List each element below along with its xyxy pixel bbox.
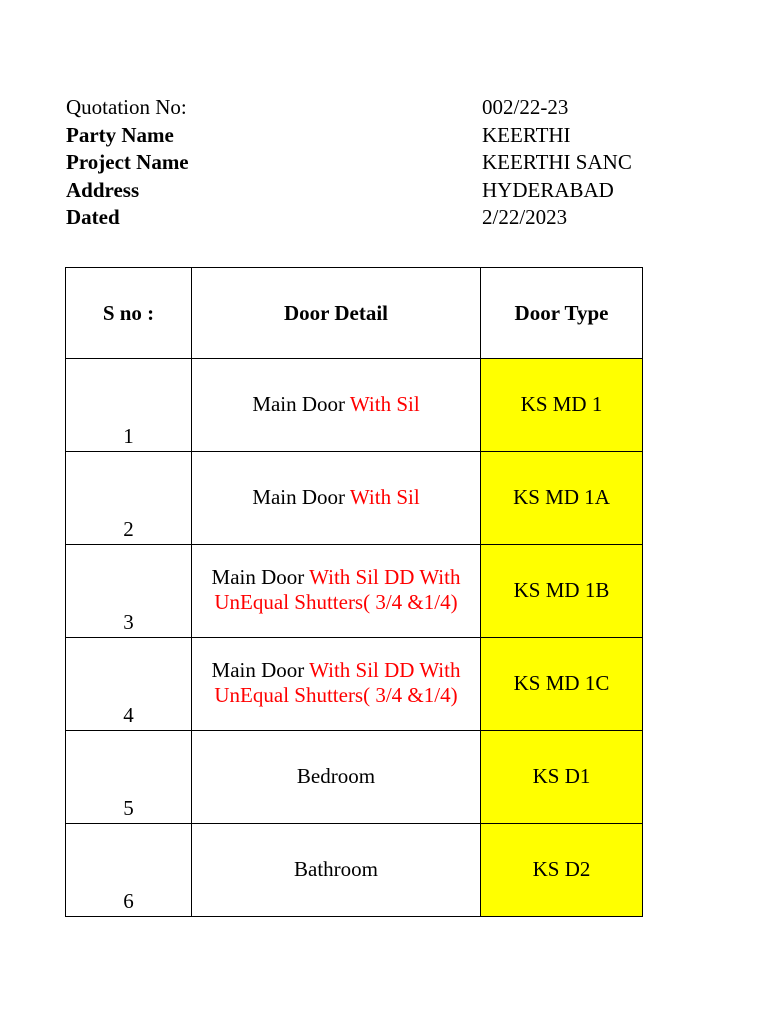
sno-cell: 3: [66, 545, 192, 638]
door-type-cell: [481, 452, 643, 545]
quotation-value: 002/22-23: [482, 95, 569, 119]
door-detail-text: Bedroom: [296, 763, 376, 788]
sno-cell: 5: [66, 731, 192, 824]
dated-row: [66, 204, 644, 232]
project-value: KEERTHI SANC: [482, 150, 632, 175]
address-row: [66, 177, 644, 205]
sno-cell: 1: [66, 359, 192, 452]
door-table: [65, 267, 643, 917]
door-detail-text: Main Door: [211, 658, 310, 682]
door-detail-text: Main Door: [211, 565, 310, 589]
quotation-label: Quotation No:: [66, 95, 187, 119]
sno-cell: 2: [66, 452, 192, 545]
party-value: KEERTHI: [482, 122, 571, 147]
party-row: [66, 122, 644, 150]
sno-cell: 4: [66, 638, 192, 731]
door-detail-cell: [192, 545, 481, 638]
door-type-cell: [481, 824, 643, 917]
door-type-text: KS MD 1C: [513, 670, 610, 695]
address-label: Address: [66, 177, 140, 202]
door-detail-cell: [192, 452, 481, 545]
door-detail-cell: [192, 824, 481, 917]
door-type-cell: [481, 638, 643, 731]
table-row: [66, 359, 643, 452]
quotation-header: [66, 94, 644, 232]
door-detail-cell: [192, 731, 481, 824]
column-header-door-type: Door Type: [481, 268, 643, 359]
column-header-sno: S no :: [66, 268, 192, 359]
door-type-text: KS D2: [532, 856, 591, 881]
door-type-text: KS MD 1B: [513, 577, 610, 602]
table-row: [66, 545, 643, 638]
door-detail-spec: With Sil: [349, 484, 420, 509]
table-header-row: [66, 268, 643, 359]
quotation-row: [66, 94, 644, 122]
door-detail-spec: With Sil DD With UnEqual Shutters( 3/4 &1/4): [214, 658, 461, 707]
table-row: [66, 452, 643, 545]
table-row: [66, 824, 643, 917]
party-label: Party Name: [66, 122, 174, 147]
door-detail-cell: [192, 638, 481, 731]
door-detail-spec: With Sil: [349, 391, 420, 416]
door-detail-text: Main Door: [252, 391, 350, 416]
door-type-text: KS MD 1: [520, 391, 603, 416]
project-row: [66, 149, 644, 177]
door-type-text: KS D1: [532, 763, 591, 788]
table-row: [66, 638, 643, 731]
dated-value: 2/22/2023: [482, 205, 568, 230]
door-type-text: KS MD 1A: [513, 484, 610, 509]
door-detail-text: Bathroom: [294, 856, 378, 881]
door-detail-spec: With Sil DD With UnEqual Shutters( 3/4 &1/4): [214, 565, 461, 614]
address-value: HYDERABAD: [482, 177, 614, 202]
door-detail-text: Main Door: [252, 484, 350, 509]
door-type-cell: [481, 731, 643, 824]
door-type-cell: [481, 545, 643, 638]
dated-label: Dated: [66, 205, 120, 230]
door-type-cell: [481, 359, 643, 452]
door-detail-cell: [192, 359, 481, 452]
project-label: Project Name: [66, 150, 189, 175]
table-row: [66, 731, 643, 824]
column-header-door-detail: Door Detail: [192, 268, 481, 359]
sno-cell: 6: [66, 824, 192, 917]
